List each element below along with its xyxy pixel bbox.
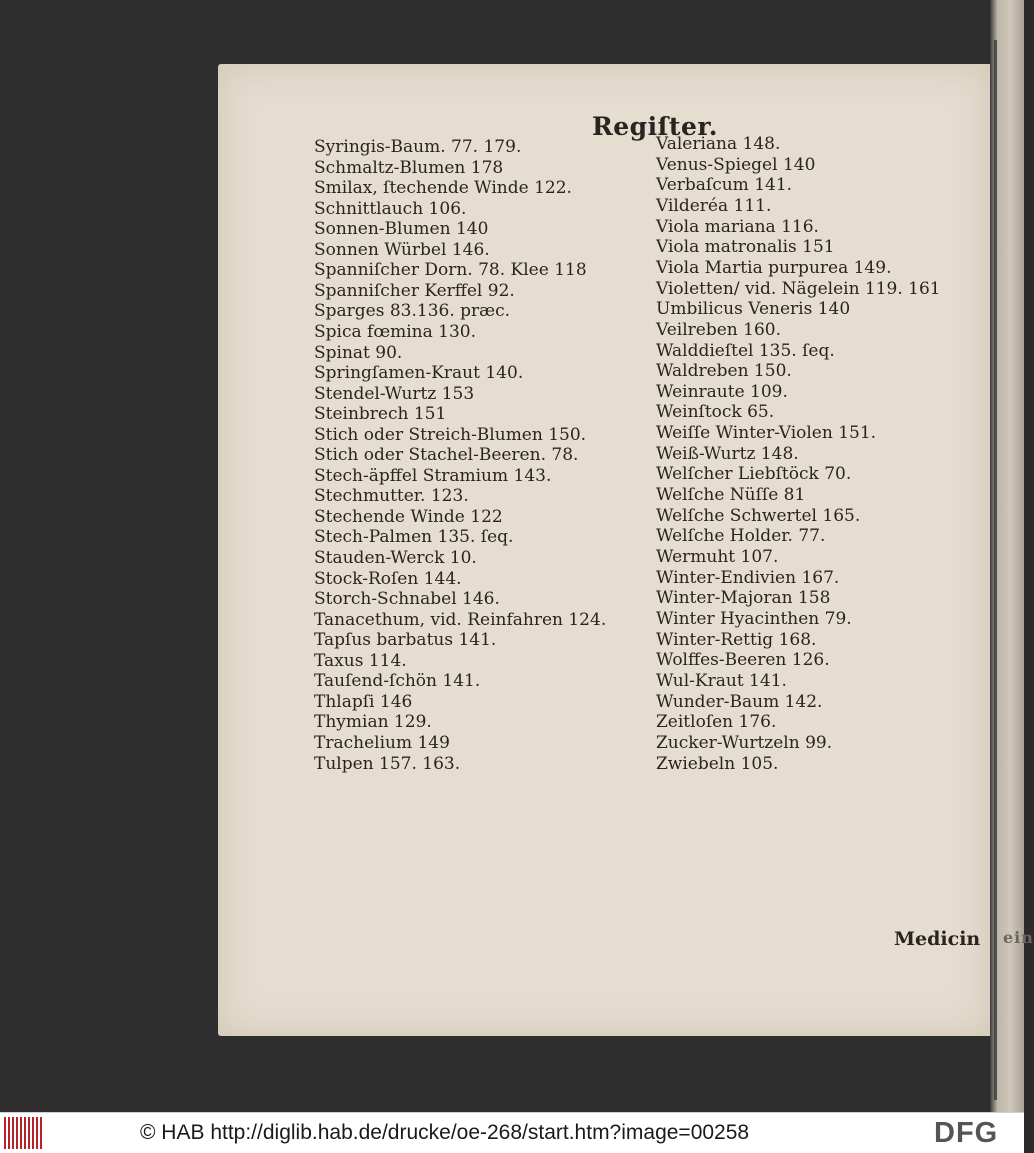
- register-entry: Verbaſcum 141.: [656, 175, 793, 196]
- register-entry: Umbilicus Veneris 140: [656, 299, 851, 320]
- register-entry: Smilax, ſtechende Winde 122.: [314, 178, 572, 199]
- register-entry: Stendel-Wurtz 153: [314, 383, 475, 404]
- register-entry: Weinſtock 65.: [656, 402, 775, 423]
- register-entry: Winter-Endivien 167.: [656, 567, 840, 588]
- register-entry: Syringis-Baum. 77. 179.: [314, 137, 522, 157]
- register-entry: Stich oder Streich-Blumen 150.: [314, 424, 587, 445]
- register-entry: Violetten/ vid. Nägelein 119. 161: [656, 278, 941, 299]
- register-entry: Wermuht 107.: [656, 547, 779, 567]
- register-entry: Wunder-Baum 142.: [656, 691, 823, 712]
- register-entry: Spanniſcher Dorn. 78. Klee 118: [314, 260, 587, 281]
- page-title: Regiſter.: [592, 112, 718, 141]
- register-entry: Stechmutter. 123.: [314, 486, 469, 507]
- register-entry: Schnittlauch 106.: [314, 198, 467, 219]
- register-entry: Weinraute 109.: [656, 381, 788, 402]
- register-entry: Zucker-Wurtzeln 99.: [656, 732, 833, 753]
- register-entry: Weiſſe Winter-Violen 151.: [656, 423, 877, 444]
- register-entry: Stock-Roſen 144.: [314, 568, 462, 589]
- register-entry: Steinbrech 151: [314, 404, 447, 425]
- register-entry: Wul-Kraut 141.: [656, 670, 787, 691]
- register-entry: Tulpen 157. 163.: [314, 753, 461, 774]
- register-entry: Veilreben 160.: [656, 319, 781, 340]
- register-entry: Walddieſtel 135. ſeq.: [656, 340, 835, 361]
- register-entry: Storch-Schnabel 146.: [314, 589, 500, 610]
- register-entry: Tapſus barbatus 141.: [314, 630, 497, 651]
- register-entry: Stich oder Stachel-Beeren. 78.: [314, 445, 579, 466]
- footer-bar: [0, 1112, 1024, 1153]
- register-entry: Welſcher Liebſtöck 70.: [656, 464, 852, 485]
- register-entry: Spica fœmina 130.: [314, 321, 477, 342]
- register-entry: Tanacethum, vid. Reinfahren 124.: [314, 609, 607, 630]
- register-entry: Viola mariana 116.: [656, 216, 819, 237]
- register-entry: Spinat 90.: [314, 342, 403, 363]
- register-entry: Wolffes-Beeren 126.: [656, 650, 830, 671]
- register-entry: Thlapſi 146: [314, 691, 413, 712]
- register-entry: Venus-Spiegel 140: [656, 154, 816, 175]
- register-entry: Weiß-Wurtz 148.: [656, 443, 799, 464]
- register-entry: Vilderéa 111.: [656, 195, 772, 216]
- register-entry: Valeriana 148.: [656, 134, 781, 154]
- register-entry: Welſche Holder. 77.: [656, 526, 826, 547]
- register-entry: Trachelium 149: [314, 732, 450, 753]
- copyright-link[interactable]: © HAB http://diglib.hab.de/drucke/oe-268/start.htm?image=00258: [140, 1121, 750, 1144]
- register-entry: Stauden-Werck 10.: [314, 548, 477, 568]
- register-entry: Welſche Schwertel 165.: [656, 505, 861, 526]
- register-entry: Zwiebeln 105.: [656, 753, 779, 774]
- register-entry: Sonnen-Blumen 140: [314, 219, 489, 240]
- register-entry: Thymian 129.: [314, 712, 432, 733]
- register-entry: Zeitloſen 176.: [656, 712, 777, 733]
- register-entry: Stech-äpffel Stramium 143.: [314, 465, 552, 486]
- register-entry: Welſche Nüſſe 81: [656, 485, 806, 506]
- register-entry: Waldreben 150.: [656, 361, 792, 382]
- next-page-edge-text: ein: [1003, 928, 1034, 947]
- register-entry: Taxus 114.: [314, 650, 407, 671]
- hab-logo-icon[interactable]: [4, 1117, 48, 1149]
- register-entry: Tauſend-ſchön 141.: [314, 671, 481, 692]
- register-entry: Viola matronalis 151: [656, 237, 835, 258]
- register-entry: Winter Hyacinthen 79.: [656, 608, 852, 629]
- register-entry: Winter-Rettig 168.: [656, 629, 817, 650]
- register-entry: Springſamen-Kraut 140.: [314, 363, 524, 384]
- register-entry: Viola Martia purpurea 149.: [656, 257, 892, 278]
- dfg-logo[interactable]: DFG: [934, 1117, 999, 1149]
- register-entry: Stech-Palmen 135. ſeq.: [314, 527, 514, 548]
- register-entry: Schmaltz-Blumen 178: [314, 157, 504, 178]
- catchword: Medicin: [894, 928, 981, 950]
- register-entry: Winter-Majoran 158: [656, 588, 831, 609]
- register-entry: Spanniſcher Kerffel 92.: [314, 280, 515, 301]
- register-entry: Stechende Winde 122: [314, 506, 503, 527]
- register-entry: Sparges 83.136. præc.: [314, 301, 511, 322]
- register-entry: Sonnen Würbel 146.: [314, 239, 490, 260]
